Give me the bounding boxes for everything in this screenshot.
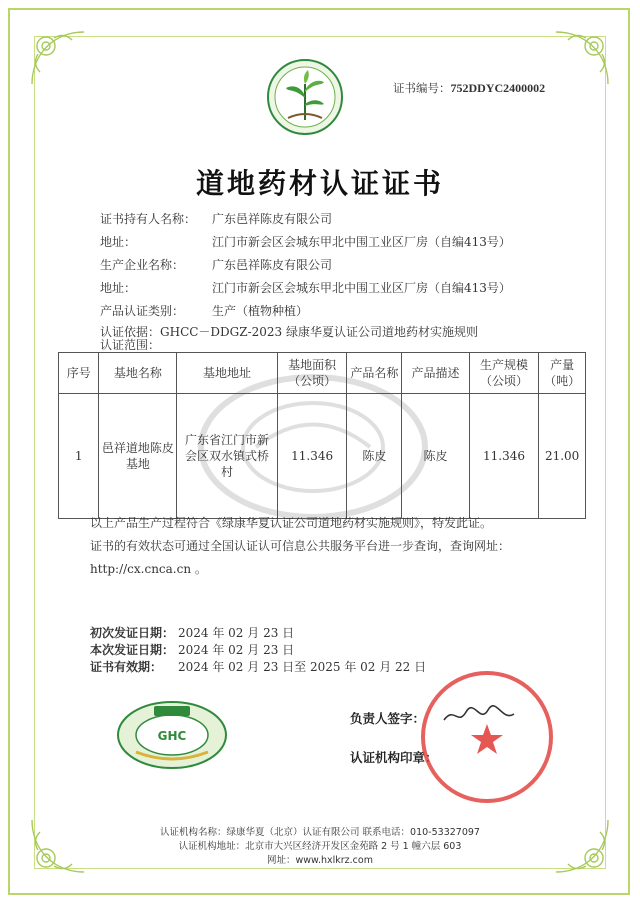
footer-website: 网址：www.hxlkrz.com xyxy=(267,855,373,866)
date-label: 初次发证日期： xyxy=(90,626,175,640)
date-validity xyxy=(90,658,426,675)
field-label: 产品认证类别： xyxy=(100,304,185,318)
field-value: 江门市新会区会城东甲北中围工业区厂房（自编413号） xyxy=(212,235,511,249)
table-cell: 陈皮 xyxy=(347,394,402,519)
table-header: 生产规模（公顷） xyxy=(469,353,539,394)
signer-label: 负责人签字： xyxy=(350,711,426,726)
certificate-number xyxy=(393,80,545,96)
table-header: 基地地址 xyxy=(177,353,278,394)
table-header: 基地名称 xyxy=(99,353,177,394)
field-producer-name xyxy=(100,256,332,273)
table-row xyxy=(59,394,586,519)
scope-table xyxy=(58,352,586,519)
field-label: 地址： xyxy=(100,235,137,249)
certificate-number-value: 752DDYC2400002 xyxy=(450,81,546,95)
field-value: 生产（植物种植） xyxy=(212,304,309,318)
field-holder-address xyxy=(100,233,511,250)
table-header-row xyxy=(59,353,586,394)
date-value: 2024 年 02 月 23 日 xyxy=(178,643,295,657)
table-cell: 广东省江门市新会区双水镇式桥村 xyxy=(177,394,278,519)
svg-text:GHC: GHC xyxy=(157,729,187,743)
footer-org-address: 认证机构地址：北京市大兴区经济开发区金苑路 2 号 1 幢六层 603 xyxy=(178,841,462,852)
org-seal-label: 认证机构印章： xyxy=(350,750,438,765)
field-holder-name xyxy=(100,210,332,227)
date-value: 2024 年 02 月 23 日至 2025 年 02 月 22 日 xyxy=(178,660,427,674)
table-header: 序号 xyxy=(59,353,99,394)
field-label: 认证依据： xyxy=(100,325,161,339)
table-cell: 11.346 xyxy=(277,394,347,519)
verification-url: http://cx.cnca.cn 。 xyxy=(90,562,207,576)
table-header: 产量（吨） xyxy=(539,353,586,394)
corner-ornament-icon xyxy=(24,24,94,94)
date-value: 2024 年 02 月 23 日 xyxy=(178,626,295,640)
herb-plant-logo-icon xyxy=(266,58,344,136)
date-label: 证书有效期： xyxy=(90,660,163,674)
date-current-issue xyxy=(90,641,294,658)
table-cell: 陈皮 xyxy=(402,394,469,519)
date-label: 本次发证日期： xyxy=(90,643,175,657)
field-label: 生产企业名称： xyxy=(100,258,185,272)
field-label: 证书持有人名称： xyxy=(100,212,197,226)
date-first-issue xyxy=(90,624,294,641)
table-cell: 1 xyxy=(59,394,99,519)
table-header: 产品名称 xyxy=(347,353,402,394)
field-producer-address xyxy=(100,279,511,296)
green-healthy-certification-mark-icon xyxy=(116,700,228,770)
table-cell: 邑祥道地陈皮基地 xyxy=(99,394,177,519)
field-value: 广东邑祥陈皮有限公司 xyxy=(212,258,333,272)
field-value: GHCC－DDGZ-2023 绿康华夏认证公司道地药材实施规则 xyxy=(160,325,479,339)
field-label: 地址： xyxy=(100,281,137,295)
statement-conformity: 以上产品生产过程符合《绿康华夏认证公司道地药材实施规则》，特发此证。 xyxy=(90,516,493,530)
certificate-number-label: 证书编号： xyxy=(393,81,451,95)
statement-verification: 证书的有效状态可通过全国认证认可信息公共服务平台进一步查询，查询网址： xyxy=(90,539,511,553)
footer-org-name: 认证机构名称：绿康华夏（北京）认证有限公司 联系电话：010-53327097 xyxy=(160,827,480,838)
field-scope-label: 认证范围： xyxy=(100,338,161,352)
official-red-seal-icon xyxy=(418,668,556,806)
table-cell: 11.346 xyxy=(469,394,539,519)
field-category xyxy=(100,302,308,319)
table-header: 基地面积（公顷） xyxy=(277,353,347,394)
field-value: 江门市新会区会城东甲北中围工业区厂房（自编413号） xyxy=(212,281,511,295)
certificate-title: 道地药材认证证书 xyxy=(195,167,444,200)
table-header: 产品描述 xyxy=(402,353,469,394)
table-cell: 21.00 xyxy=(539,394,586,519)
corner-ornament-icon xyxy=(546,24,616,94)
field-value: 广东邑祥陈皮有限公司 xyxy=(212,212,333,226)
